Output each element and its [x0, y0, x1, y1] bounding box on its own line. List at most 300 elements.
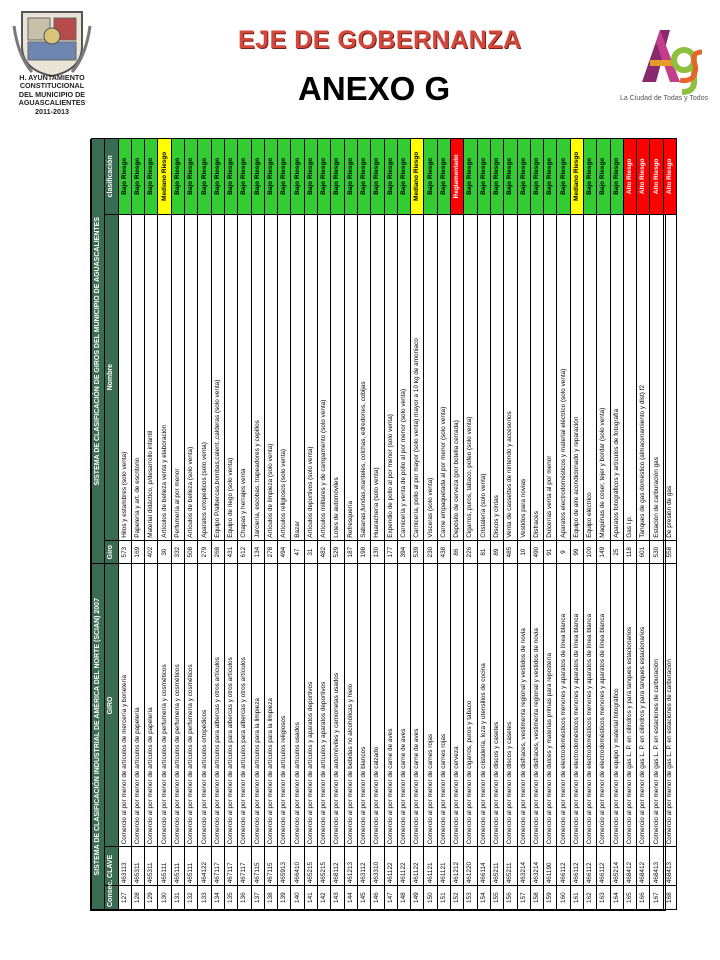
cell-clave: 461220	[464, 847, 477, 886]
cell-clave: 461121	[437, 847, 450, 886]
cell-clave: 465111	[158, 847, 171, 886]
cell-consec: 142	[318, 886, 331, 910]
cell-consec: 138	[264, 886, 277, 910]
cell-giro: Comercio al por menor de artículos para la limpieza	[264, 564, 277, 847]
cell-clasificacion: Reglamentado	[451, 139, 464, 215]
cell-clave: 467117	[238, 847, 251, 886]
cell-nombre: Jarciería, escobas, trapeadores y cepillos	[251, 214, 264, 540]
cell-nombre: Depósito de cerveza (por botella cerrada)	[451, 214, 464, 540]
cell-clasificacion: Bajo Riesgo	[251, 139, 264, 215]
table-row	[490, 139, 503, 910]
cell-giro-code: 402	[145, 540, 158, 564]
cell-giro: Comercio al por menor de disfraces, vestimenta regional y vestidos de novia	[530, 564, 543, 847]
cell-clave: 463310	[371, 847, 384, 886]
cell-clasificacion: Bajo Riesgo	[264, 139, 277, 215]
table-row	[477, 139, 490, 910]
cell-nombre: Dulcerías venta al por menor	[544, 214, 557, 540]
classification-table-frame	[90, 139, 673, 911]
column-header-clasificacion: clasificación	[105, 139, 118, 215]
cell-clasificacion: Bajo Riesgo	[171, 139, 184, 215]
cell-clave: 465111	[185, 847, 198, 886]
cell-clasificacion: Bajo Riesgo	[583, 139, 596, 215]
cell-nombre: Artículos religiosos (solo venta)	[278, 214, 291, 540]
cell-clasificacion: Bajo Riesgo	[185, 139, 198, 215]
cell-giro-code: 47	[291, 540, 304, 564]
cell-consec: 139	[278, 886, 291, 910]
cell-clasificacion: Bajo Riesgo	[224, 139, 237, 215]
cell-giro: Comercio al por menor de artículos usados	[291, 564, 304, 847]
cell-clave: 468412	[623, 847, 636, 886]
table-row	[131, 139, 144, 910]
cell-consec: 144	[344, 886, 357, 910]
cell-nombre: Vísceras (solo venta)	[424, 214, 437, 540]
cell-clasificacion: Bajo Riesgo	[437, 139, 450, 215]
cell-clave: 465211	[504, 847, 517, 886]
cell-giro: Comercio al por menor de automóviles y camionetas usados	[331, 564, 344, 847]
seal-caption-line: H. AYUNTAMIENTO	[19, 73, 85, 82]
cell-clave: 461122	[384, 847, 397, 886]
cell-clasificacion: Bajo Riesgo	[238, 139, 251, 215]
cell-clasificacion: Bajo Riesgo	[557, 139, 570, 215]
table-row	[251, 139, 264, 910]
table-row	[145, 139, 158, 910]
table-row	[517, 139, 530, 910]
cell-clasificacion: Bajo Riesgo	[131, 139, 144, 215]
cell-giro-code: 118	[623, 540, 636, 564]
table-row	[437, 139, 450, 910]
table-row	[504, 139, 517, 910]
cell-consec: 151	[437, 886, 450, 910]
table-row	[357, 139, 370, 910]
cell-giro-code: 31	[304, 540, 317, 564]
cell-clave: 465214	[610, 847, 623, 886]
municipal-seal-icon	[12, 6, 92, 78]
cell-giro-code: 81	[477, 540, 490, 564]
cell-giro-code: 86	[451, 540, 464, 564]
cell-clasificacion: Bajo Riesgo	[504, 139, 517, 215]
cell-nombre: Carnicería y venta de pollo al por menor (solo venta)	[397, 214, 410, 540]
cell-clasificacion: Bajo Riesgo	[304, 139, 317, 215]
cell-clave: 465211	[490, 847, 503, 886]
cell-nombre: Perfumería al por menor	[171, 214, 184, 540]
cell-clasificacion: Bajo Riesgo	[198, 139, 211, 215]
cell-nombre: Sabanas,fundas,manteles, colchas, edredones, cobijas	[357, 214, 370, 540]
cell-clasificacion: Bajo Riesgo	[610, 139, 623, 215]
table-row	[371, 139, 384, 910]
cell-clasificacion: Bajo Riesgo	[318, 139, 331, 215]
cell-consec: 135	[224, 886, 237, 910]
cell-clave: 465913	[278, 847, 291, 886]
cell-consec: 165	[623, 886, 636, 910]
table-row	[185, 139, 198, 910]
cell-clasificacion: Bajo Riesgo	[397, 139, 410, 215]
cell-giro-code: 530	[650, 540, 663, 564]
cell-clasificacion: Bajo Riesgo	[344, 139, 357, 215]
cell-giro: Comercio al por menor de artículos para albercas y otros artículos	[211, 564, 224, 847]
cell-clasificacion: Bajo Riesgo	[530, 139, 543, 215]
cell-giro: Comercio al por menor de cristalería, loza y utensilios de cocina	[477, 564, 490, 847]
table-row	[411, 139, 424, 910]
cell-clave: 467117	[211, 847, 224, 886]
cell-clave: 465311	[131, 847, 144, 886]
cell-clasificacion: Bajo Riesgo	[371, 139, 384, 215]
cell-giro: Comercio al por menor de artículos de perfumería y cosméticos	[185, 564, 198, 847]
cell-giro: Comercio al por menor de carnes rojas	[437, 564, 450, 847]
cell-nombre: Estación de carburación gas	[650, 214, 663, 540]
cell-giro: Comercio al por menor de carne de aves	[397, 564, 410, 847]
cell-consec: 149	[411, 886, 424, 910]
cell-consec: 130	[158, 886, 171, 910]
cell-nombre: Chapas y herrajes venta	[238, 214, 251, 540]
cell-clasificacion: Bajo Riesgo	[118, 139, 131, 215]
cell-consec: 141	[304, 886, 317, 910]
cell-giro-code: 438	[437, 540, 450, 564]
cell-giro: Comercio al por menor de discos y casetes	[504, 564, 517, 847]
seal-caption-line: 2011-2013	[35, 106, 69, 116]
cell-giro: Comercio al por menor de carne de aves	[411, 564, 424, 847]
cell-nombre: Disfraces	[530, 214, 543, 540]
cell-consec: 162	[583, 886, 596, 910]
cell-giro-code: 198	[357, 540, 370, 564]
cell-clave: 467115	[251, 847, 264, 886]
cell-nombre: Maquinas de coser, tejer y bordar (solo venta)	[597, 214, 610, 540]
cell-clasificacion: Mediano Riesgo	[158, 139, 171, 215]
table-row	[224, 139, 237, 910]
table-body	[118, 139, 676, 910]
cell-giro-code: 601	[637, 540, 650, 564]
table-wrapper	[90, 139, 673, 911]
cell-clasificacion: Bajo Riesgo	[464, 139, 477, 215]
cell-nombre: Carne empaquetada al por menor (solo venta)	[437, 214, 450, 540]
table-row	[610, 139, 623, 910]
cell-clasificacion: Bajo Riesgo	[331, 139, 344, 215]
cell-consec: 163	[597, 886, 610, 910]
cell-consec: 128	[131, 886, 144, 910]
cell-consec: 145	[357, 886, 370, 910]
cell-consec: 132	[185, 886, 198, 910]
cell-clave: 466112	[557, 847, 570, 886]
cell-clave: 464122	[198, 847, 211, 886]
municipal-header: SISTEMA DE CLASIFICACIÓN DE GIROS DEL MUNICIPIO DE AGUASCALIENTES	[92, 139, 105, 564]
cell-consec: 157	[517, 886, 530, 910]
cell-clasificacion: Bajo Riesgo	[424, 139, 437, 215]
cell-nombre: Cigarros, puros, tabaco, pofeo (solo venta)	[464, 214, 477, 540]
cell-nombre: Lotes de automóviles	[331, 214, 344, 540]
cell-consec: 154	[477, 886, 490, 910]
table-row	[158, 139, 171, 910]
cell-giro-code: 529	[331, 540, 344, 564]
cell-giro: Comercio al por menor de artículos y aparatos deportivos	[304, 564, 317, 847]
cell-giro-code: 268	[211, 540, 224, 564]
cell-giro-code: 169	[131, 540, 144, 564]
cell-giro-code: 490	[530, 540, 543, 564]
cell-giro: Comercio al por menor de artículos y aparatos deportivos	[318, 564, 331, 847]
cell-giro-code: 558	[663, 540, 676, 564]
cell-nombre: Aparatos ortopédicos (solo venta)	[198, 214, 211, 540]
cell-giro: Comercio al por menor de dulces y materias primas para repostería	[544, 564, 557, 847]
cell-clave: 461212	[451, 847, 464, 886]
table-row	[278, 139, 291, 910]
cell-consec: 148	[397, 886, 410, 910]
table-row	[198, 139, 211, 910]
cell-consec: 156	[504, 886, 517, 910]
cell-giro: Comercio al por menor de artículos para albercas y otros artículos	[238, 564, 251, 847]
cell-clasificacion: Bajo Riesgo	[477, 139, 490, 215]
page-heading: EJE DE GOBERNANZA	[238, 26, 522, 54]
cell-nombre: Expendio de pollo al por menor (solo venta)	[384, 214, 397, 540]
cell-nombre: Equipo de aire acondicionado y reparación	[570, 214, 583, 540]
cell-nombre: Venta de cassettes de nintendo y accesorios	[504, 214, 517, 540]
cell-clasificacion: Bajo Riesgo	[145, 139, 158, 215]
cell-nombre: Tanques de gas doméstico (almacenamiento y dist) f2	[637, 214, 650, 540]
cell-clave: 467115	[264, 847, 277, 886]
cell-consec: 150	[424, 886, 437, 910]
cell-clave: 465111	[171, 847, 184, 886]
cell-nombre: Equipo de riego (solo venta)	[224, 214, 237, 540]
cell-giro: Comercio al por menor de artículos de papelería	[131, 564, 144, 847]
cell-consec: 158	[530, 886, 543, 910]
cell-giro: Comercio al por menor de gas L. P. en cilindros y para tanques estacionarios	[623, 564, 636, 847]
cell-nombre: Equipo P/albercas,bombas,calent.,calderas (solo venta)	[211, 214, 224, 540]
cell-nombre: Gas l.p.	[623, 214, 636, 540]
cell-giro-code: 539	[411, 540, 424, 564]
cell-giro-code: 226	[464, 540, 477, 564]
table-row	[118, 139, 131, 910]
table-row	[424, 139, 437, 910]
table-row	[623, 139, 636, 910]
cell-nombre: Discos y cintas	[490, 214, 503, 540]
cell-consec: 152	[451, 886, 464, 910]
table-row	[597, 139, 610, 910]
cell-nombre: Artículos de belleza (solo venta)	[185, 214, 198, 540]
table-row	[344, 139, 357, 910]
cell-giro-code: 134	[251, 540, 264, 564]
cell-clasificacion: Alto Riesgo	[650, 139, 663, 215]
cell-giro-code: 25	[610, 540, 623, 564]
column-header-clave: CLAVE	[105, 847, 118, 886]
cell-consec: 137	[251, 886, 264, 910]
seal-caption-line: DEL MUNICIPIO DE	[18, 89, 86, 99]
cell-consec: 168	[663, 886, 676, 910]
cell-giro: Comercio al por menor de artículos para la limpieza	[251, 564, 264, 847]
cell-consec: 147	[384, 886, 397, 910]
cell-consec: 166	[637, 886, 650, 910]
cell-giro-code: 394	[397, 540, 410, 564]
cell-clave: 467117	[224, 847, 237, 886]
cell-clasificacion: Bajo Riesgo	[517, 139, 530, 215]
cell-nombre: Equipo eléctrico	[583, 214, 596, 540]
cell-consec: 153	[464, 886, 477, 910]
cell-nombre: Artículos deportivos (solo venta)	[304, 214, 317, 540]
table-row	[397, 139, 410, 910]
cell-consec: 146	[371, 886, 384, 910]
table-row	[530, 139, 543, 910]
cell-nombre: Artículos de limpieza (solo venta)	[264, 214, 277, 540]
cell-giro-code: 187	[344, 540, 357, 564]
cell-giro: Comercio al por menor de equipo y material fotográfico	[610, 564, 623, 847]
cell-clasificacion: Bajo Riesgo	[384, 139, 397, 215]
cell-clasificacion: Bajo Riesgo	[291, 139, 304, 215]
cell-clave: 465215	[304, 847, 317, 886]
cell-nombre: Bazar	[291, 214, 304, 540]
scian-header: SISTEMA DE CLASIFICACIÓN INDUSTRIAL DE AMÉRICA DEL NORTE (SCIAN) 2007	[92, 564, 105, 910]
cell-clave: 461190	[544, 847, 557, 886]
cell-giro: Comercio al por menor de gas L. P. en estaciones de carburación	[663, 564, 676, 847]
cell-clave: 465311	[145, 847, 158, 886]
table-row	[663, 139, 676, 910]
cell-nombre: Aparatos fotográficos y artículos de fotografía	[610, 214, 623, 540]
cell-giro: Comercio al por menor de electrodomésticos menores y aparatos de línea blanca	[597, 564, 610, 847]
cell-clasificacion: Bajo Riesgo	[357, 139, 370, 215]
page-title: ANEXO G	[298, 70, 451, 107]
cell-nombre: Artículos militares y de campamento (solo venta)	[318, 214, 331, 540]
cell-consec: 129	[145, 886, 158, 910]
cell-giro: Comercio al por menor de carnes rojas	[424, 564, 437, 847]
cell-clasificacion: Mediano Riesgo	[411, 139, 424, 215]
cell-clave: 468412	[637, 847, 650, 886]
cell-giro: Comercio al por menor de artículos ortopédicos	[198, 564, 211, 847]
cell-giro: Comercio al por menor de cerveza	[451, 564, 464, 847]
cell-consec: 140	[291, 886, 304, 910]
cell-giro-code: 91	[544, 540, 557, 564]
table-row	[331, 139, 344, 910]
cell-clave: 466112	[583, 847, 596, 886]
cell-nombre: Aparatos electrodomésticos y material eléctrico (solo venta)	[557, 214, 570, 540]
cell-giro: Comercio al por menor de disfraces, vestimenta regional y vestidos de novia	[517, 564, 530, 847]
seal-caption	[4, 74, 100, 116]
cell-clave: 463214	[517, 847, 530, 886]
cell-clasificacion: Alto Riesgo	[663, 139, 676, 215]
cell-giro: Comercio al por menor de electrodomésticos menores y aparatos de línea blanca	[583, 564, 596, 847]
table-row	[570, 139, 583, 910]
cell-giro-code: 30	[158, 540, 171, 564]
cell-consec: 131	[171, 886, 184, 910]
cell-clasificacion: Bajo Riesgo	[544, 139, 557, 215]
cell-giro: Comercio al por menor de artículos para albercas y otros artículos	[224, 564, 237, 847]
cell-consec: 159	[544, 886, 557, 910]
cell-giro: Comercio al por menor de cigarros, puros y tabaco	[464, 564, 477, 847]
table-row	[264, 139, 277, 910]
cell-giro: Comercio al por menor de bebidas no alcohólicas y hielo	[344, 564, 357, 847]
cell-giro: Comercio al por menor de electrodomésticos menores y aparatos de línea blanca	[570, 564, 583, 847]
cell-giro-code: 149	[597, 540, 610, 564]
cell-giro-code: 279	[198, 540, 211, 564]
cell-giro: Comercio al por menor de artículos religiosos	[278, 564, 291, 847]
cell-giro-code: 100	[583, 540, 596, 564]
cell-giro-code: 482	[318, 540, 331, 564]
ags-caption: La Ciudad de Todas y Todos	[620, 95, 709, 102]
cell-giro: Comercio al por menor de artículos de mercería y bonetería	[118, 564, 131, 847]
cell-giro: Comercio al por menor de gas L. P. en cilindros y para tanques estacionarios	[637, 564, 650, 847]
cell-clave: 466410	[291, 847, 304, 886]
cell-consec: 155	[490, 886, 503, 910]
cell-nombre: Hilos y estambres (solo venta)	[118, 214, 131, 540]
cell-consec: 164	[610, 886, 623, 910]
cell-consec: 133	[198, 886, 211, 910]
table-row	[171, 139, 184, 910]
cell-giro: Comercio al por menor de calzado	[371, 564, 384, 847]
cell-giro-code: 431	[224, 540, 237, 564]
cell-giro-code: 494	[278, 540, 291, 564]
cell-giro: Comercio al por menor de electrodomésticos menores y aparatos de línea blanca	[557, 564, 570, 847]
cell-giro: Comercio al por menor de gas L. P. en estaciones de carburación	[650, 564, 663, 847]
column-header-giro: GIRO	[105, 564, 118, 847]
cell-nombre: Carnicería, pollo al por mayor (solo venta) mayor a 10 kg de amoniaco	[411, 214, 424, 540]
cell-nombre: Refresquería	[344, 214, 357, 540]
cell-clave: 466112	[597, 847, 610, 886]
cell-nombre: De presión de gas	[663, 214, 676, 540]
cell-giro: Comercio al por menor de artículos de perfumería y cosméticos	[171, 564, 184, 847]
cell-clave: 468413	[663, 847, 676, 886]
classification-table	[91, 138, 677, 910]
cell-giro-code: 89	[490, 540, 503, 564]
cell-giro-code: 130	[371, 540, 384, 564]
seal-caption-line: AGUASCALIENTES	[18, 98, 86, 108]
cell-clave: 461213	[344, 847, 357, 886]
cell-nombre: Papelería y art. de escritorio	[131, 214, 144, 540]
table-row	[291, 139, 304, 910]
cell-clave: 463113	[118, 847, 131, 886]
column-header-consec: Consec.	[105, 886, 118, 910]
cell-clave: 461122	[397, 847, 410, 886]
cell-clave: 466114	[477, 847, 490, 886]
table-row	[318, 139, 331, 910]
cell-giro-code: 573	[118, 540, 131, 564]
cell-giro-code: 9	[557, 540, 570, 564]
cell-clasificacion: Mediano Riesgo	[570, 139, 583, 215]
cell-consec: 143	[331, 886, 344, 910]
cell-clave: 465215	[318, 847, 331, 886]
cell-giro: Comercio al por menor de artículos de papelería	[145, 564, 158, 847]
cell-giro-code: 485	[504, 540, 517, 564]
cell-clasificacion: Bajo Riesgo	[490, 139, 503, 215]
table-row	[451, 139, 464, 910]
column-header-nombre: Nombre	[105, 214, 118, 540]
cell-clave: 461122	[411, 847, 424, 886]
cell-giro: Comercio al por menor de discos y casetes	[490, 564, 503, 847]
column-header-giro-code: Giro	[105, 540, 118, 564]
cell-giro: Comercio al por menor de carne de aves	[384, 564, 397, 847]
cell-clave: 463112	[357, 847, 370, 886]
ags-logo-icon	[636, 22, 706, 94]
table-row	[384, 139, 397, 910]
cell-nombre: Artículos de belleza venta y elaboración	[158, 214, 171, 540]
cell-giro-code: 99	[570, 540, 583, 564]
cell-clasificacion: Alto Riesgo	[623, 139, 636, 215]
cell-clave: 466112	[570, 847, 583, 886]
cell-giro-code: 230	[424, 540, 437, 564]
cell-nombre: Material didáctico, p/desarrollo infantil	[145, 214, 158, 540]
cell-consec: 136	[238, 886, 251, 910]
cell-consec: 160	[557, 886, 570, 910]
cell-consec: 161	[570, 886, 583, 910]
table-row	[637, 139, 650, 910]
cell-giro-code: 508	[185, 540, 198, 564]
cell-giro-code: 278	[264, 540, 277, 564]
cell-consec: 127	[118, 886, 131, 910]
cell-nombre: Huarachería (solo venta)	[371, 214, 384, 540]
cell-clave: 468112	[331, 847, 344, 886]
seal-caption-line: CONSTITUCIONAL	[19, 81, 85, 91]
table-row	[583, 139, 596, 910]
cell-clasificacion: Bajo Riesgo	[597, 139, 610, 215]
cell-clasificacion: Bajo Riesgo	[211, 139, 224, 215]
table-row	[211, 139, 224, 910]
cell-nombre: Cristalería (solo venta)	[477, 214, 490, 540]
cell-clasificacion: Bajo Riesgo	[278, 139, 291, 215]
cell-clave: 461121	[424, 847, 437, 886]
cell-clasificacion: Alto Riesgo	[637, 139, 650, 215]
